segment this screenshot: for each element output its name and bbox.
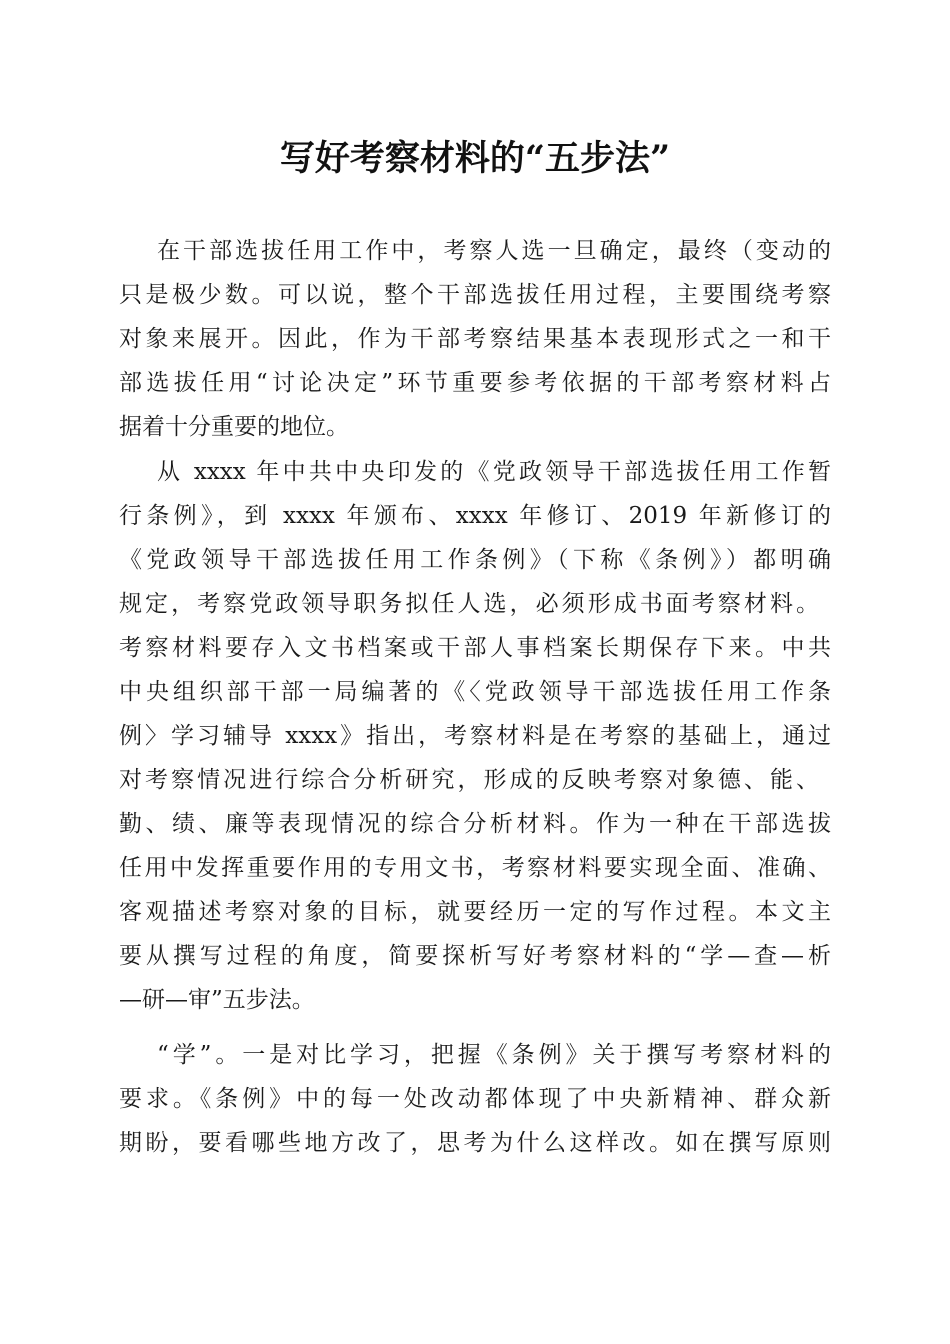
text-line: 据着十分重要的地位。 (119, 414, 349, 440)
text-line: 规定，考察党政领导职务拟任人选，必须形成书面考察材料。 (119, 591, 819, 617)
text-line: 在干部选拔任用工作中，考察人选一旦确定，最终（变动的 (157, 238, 831, 264)
text-line: 《党政领导干部选拔任用工作条例》（下称《条例》）都明确 (119, 547, 831, 573)
text-line: 要从撰写过程的角度，简要探析写好考察材料的“学—查—析 (119, 943, 831, 969)
text-line: 只是极少数。可以说，整个干部选拔任用过程，主要围绕考察 (119, 282, 831, 308)
text-line: 期盼，要看哪些地方改了，思考为什么这样改。如在撰写原则 (119, 1130, 831, 1156)
text-line: —研—审”五步法。 (119, 987, 315, 1013)
document-title: 写好考察材料的“五步法” (279, 138, 671, 179)
text-line: 部选拔任用“讨论决定”环节重要参考依据的干部考察材料占 (119, 370, 831, 396)
paragraph-2 (119, 450, 831, 1022)
text-line: “学”。一是对比学习，把握《条例》关于撰写考察材料的 (157, 1042, 831, 1068)
text-line: 客观描述考察对象的目标，就要经历一定的写作过程。本文主 (119, 899, 831, 925)
paragraph-1 (119, 229, 831, 449)
text-line: 勤、绩、廉等表现情况的综合分析材料。作为一种在干部选拔 (119, 811, 831, 837)
text-line: 任用中发挥重要作用的专用文书，考察材料要实现全面、准确、 (119, 855, 831, 881)
text-line: 对象来展开。因此，作为干部考察结果基本表现形式之一和干 (119, 326, 831, 352)
text-line: 要求。《条例》中的每一处改动都体现了中央新精神、群众新 (119, 1086, 831, 1112)
text-line: 从 xxxx 年中共中央印发的《党政领导干部选拔任用工作暂 (157, 459, 831, 485)
text-line: 行条例》，到 xxxx 年颁布、xxxx 年修订、2019 年新修订的 (119, 503, 831, 529)
text-line: 例〉学习辅导 xxxx》指出，考察材料是在考察的基础上，通过 (119, 723, 831, 749)
paragraph-3 (119, 1033, 831, 1165)
text-line: 对考察情况进行综合分析研究，形成的反映考察对象德、能、 (119, 767, 819, 793)
text-line: 考察材料要存入文书档案或干部人事档案长期保存下来。中共 (119, 635, 831, 661)
text-line: 中央组织部干部一局编著的《〈党政领导干部选拔任用工作条 (119, 679, 831, 705)
